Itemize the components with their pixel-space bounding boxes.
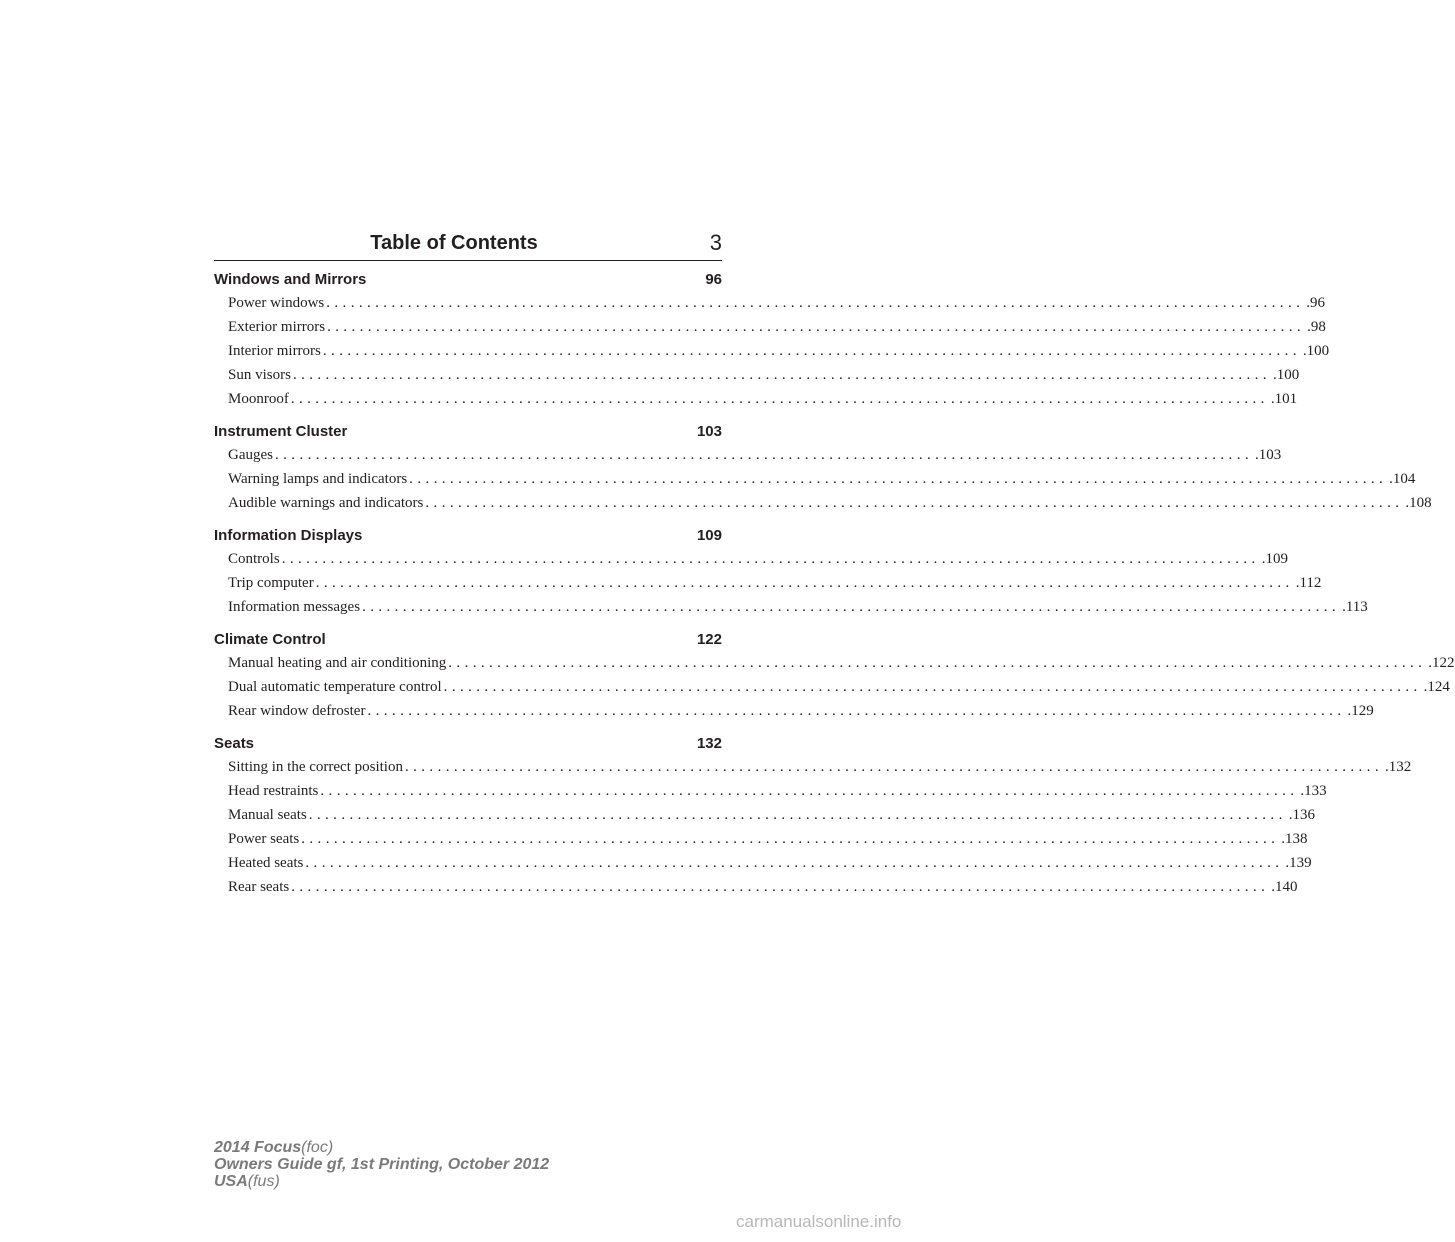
section-heading[interactable] [214,524,722,547]
entry-label: Gauges [228,447,273,463]
section-heading[interactable] [214,732,722,755]
section-title: Instrument Cluster [214,423,348,440]
entry-page: .139 [1285,855,1312,871]
entry-page: .103 [1255,447,1282,463]
section-page: 103 [696,423,722,440]
entry-page: .129 [1347,703,1374,719]
entry-page: .96 [1306,295,1325,311]
dot-leader: ........................................................................................................................ [322,343,1301,359]
footer-line-1: 2014 Focus(foc) [214,1139,334,1156]
toc-section [214,524,1368,619]
page-header [214,226,722,261]
entry-label: Sun visors [228,367,291,383]
toc-entry[interactable] [214,571,1322,595]
entry-label: Audible warnings and indicators [228,495,424,511]
page-number: 3 [709,230,722,255]
toc-entry[interactable] [214,467,1416,491]
dot-leader: ........................................................................................................................ [320,783,1299,799]
section-heading[interactable] [214,628,722,651]
dot-leader: ........................................................................................................................ [301,831,1280,847]
entry-page: .113 [1342,599,1368,615]
entry-page: .98 [1307,319,1326,335]
dot-leader: ........................................................................................................................ [292,367,1271,383]
entry-label: Head restraints [228,783,319,799]
section-title: Windows and Mirrors [214,271,367,288]
toc-entry[interactable] [214,803,1315,827]
toc-section [214,732,1412,899]
dot-leader: ........................................................................................................................ [315,575,1294,591]
entry-label: Manual seats [228,807,307,823]
toc-entry[interactable] [214,827,1308,851]
dot-leader: ........................................................................................................................ [327,319,1306,335]
entry-label: Manual heating and air conditioning [228,655,447,671]
section-page: 96 [705,271,722,288]
page-title: Table of Contents [370,232,538,254]
entry-label: Rear window defroster [228,703,366,719]
footer [214,1139,549,1190]
toc-entry[interactable] [214,315,1326,339]
section-title: Climate Control [214,631,326,648]
toc-entry[interactable] [214,779,1327,803]
toc-entry[interactable] [214,387,1298,411]
section-page: 132 [696,735,722,752]
entry-label: Heated seats [228,855,304,871]
dot-leader: ........................................................................................................................ [290,391,1269,407]
entry-page: .132 [1384,759,1412,775]
toc-entry[interactable] [214,651,1455,675]
entry-page: .100 [1272,367,1300,383]
table-of-contents [214,268,1455,908]
entry-label: Trip computer [228,575,314,591]
entry-page: .112 [1295,575,1322,591]
toc-entry[interactable] [214,443,1282,467]
dot-leader: ........................................................................................................................ [448,655,1427,671]
entry-page: .136 [1288,807,1315,823]
dot-leader: ........................................................................................................................ [362,599,1341,615]
section-page: 109 [696,527,722,544]
dot-leader: ........................................................................................................................ [275,447,1253,463]
toc-entry[interactable] [214,547,1288,571]
section-title: Seats [214,735,255,752]
entry-page: .108 [1405,495,1432,511]
toc-entry[interactable] [214,363,1300,387]
entry-label: Power seats [228,831,300,847]
toc-entry[interactable] [214,755,1412,779]
toc-entry[interactable] [214,595,1368,619]
dot-leader: ........................................................................................................................ [308,807,1287,823]
entry-label: Sitting in the correct position [228,759,403,775]
toc-entry[interactable] [214,675,1450,699]
footer-line-2: Owners Guide gf, 1st Printing, October 2012 [214,1156,550,1173]
toc-entry[interactable] [214,851,1312,875]
section-page: 122 [696,631,722,648]
entry-label: Controls [228,551,280,567]
toc-entry[interactable] [214,291,1325,315]
dot-leader: ........................................................................................................................ [443,679,1422,695]
toc-entry[interactable] [214,491,1432,515]
dot-leader: ........................................................................................................................ [409,471,1388,487]
toc-section [214,268,1330,411]
entry-label: Dual automatic temperature control [228,679,442,695]
dot-leader: ........................................................................................................................ [367,703,1346,719]
entry-page: .109 [1261,551,1288,567]
toc-entry[interactable] [214,875,1298,899]
dot-leader: ........................................................................................................................ [326,295,1305,311]
toc-entry[interactable] [214,699,1374,723]
entry-label: Warning lamps and indicators [228,471,408,487]
dot-leader: ........................................................................................................................ [425,495,1404,511]
toc-entry[interactable] [214,339,1330,363]
entry-page: .101 [1270,391,1298,407]
entry-page: .138 [1281,831,1308,847]
entry-page: .100 [1302,343,1330,359]
section-heading[interactable] [214,420,722,443]
toc-section [214,628,1455,723]
entry-label: Rear seats [228,879,290,895]
entry-label: Moonroof [228,391,289,407]
entry-label: Exterior mirrors [228,319,326,335]
section-heading[interactable] [214,268,722,291]
toc-section [214,420,1432,515]
entry-label: Power windows [228,295,325,311]
entry-page: .104 [1389,471,1416,487]
footer-line-3: USA(fus) [214,1173,280,1190]
dot-leader: ........................................................................................................................ [305,855,1284,871]
watermark: carmanualsonline.info [736,1212,902,1231]
entry-page: .140 [1271,879,1298,895]
dot-leader: ........................................................................................................................ [281,551,1260,567]
section-title: Information Displays [214,527,363,544]
entry-page: .124 [1423,679,1450,695]
entry-page: .122 [1428,655,1455,671]
dot-leader: ........................................................................................................................ [404,759,1383,775]
dot-leader: ........................................................................................................................ [291,879,1270,895]
entry-page: .133 [1300,783,1327,799]
entry-label: Interior mirrors [228,343,321,359]
entry-label: Information messages [228,599,361,615]
